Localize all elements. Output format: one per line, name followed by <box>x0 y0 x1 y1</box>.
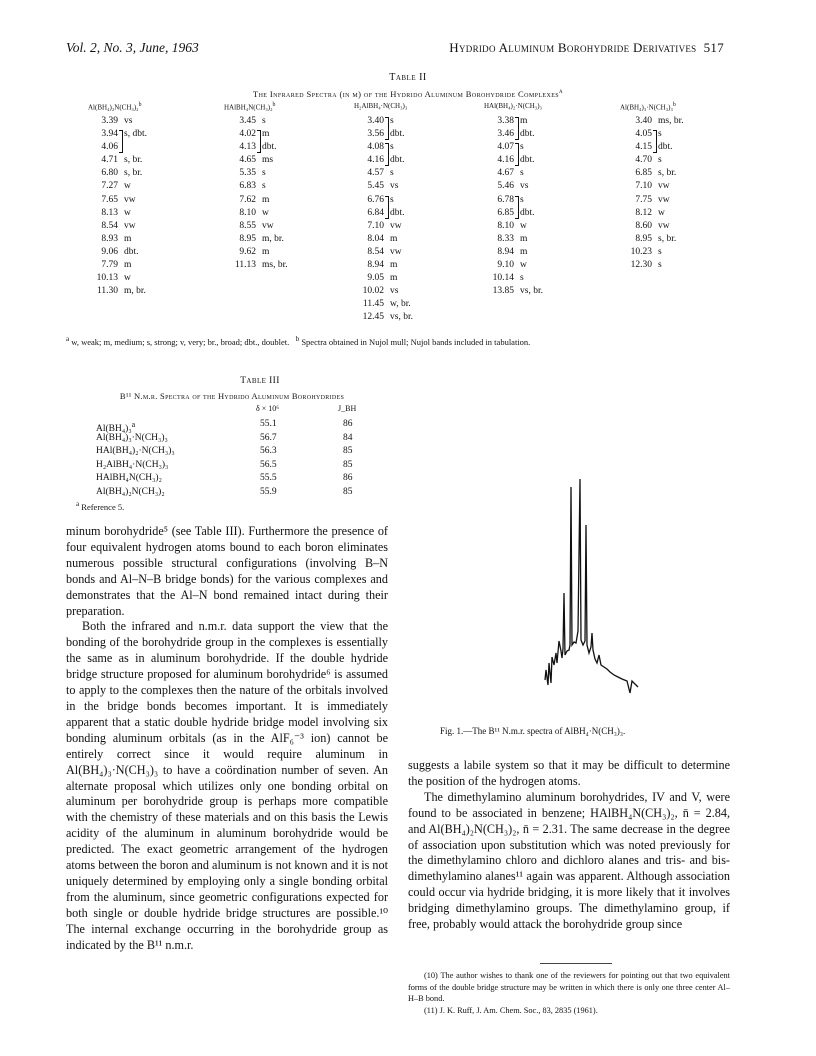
ir-band-intensity: vs <box>520 181 529 192</box>
table-2-row <box>484 128 543 141</box>
table-2-row <box>88 207 147 220</box>
nmr-compound: HAlBH₄N(CH₃)₂ <box>96 473 162 484</box>
table-2-row <box>484 285 543 298</box>
nmr-chemical-shift: 55.5 <box>260 473 277 484</box>
table-2-row <box>620 220 684 233</box>
table-2-row <box>224 128 288 141</box>
ir-band-wavelength: 4.70 <box>635 155 652 166</box>
ir-band-wavelength: 3.38 <box>497 116 514 126</box>
ir-band-wavelength: 6.85 <box>635 168 652 179</box>
table-2-row <box>484 115 543 128</box>
table-2-row <box>354 141 413 154</box>
ir-band-intensity: w, br. <box>390 299 411 310</box>
journal-volume-header: Vol. 2, No. 3, June, 1963 <box>66 40 199 55</box>
table-2-row <box>354 194 413 207</box>
table-2-row <box>224 115 288 128</box>
ir-band-wavelength: 4.05 <box>635 129 652 140</box>
ir-band-wavelength: 4.13 <box>239 142 256 153</box>
table-2-column <box>354 102 413 325</box>
table-2-row <box>88 128 147 141</box>
ir-band-intensity: vw <box>262 220 274 231</box>
ir-band-intensity: dbt. <box>390 207 405 218</box>
ir-band-intensity: s <box>520 273 524 284</box>
ir-band-wavelength: 9.06 <box>101 246 118 257</box>
ir-band-intensity: m <box>124 260 132 271</box>
page-number: 517 <box>703 40 724 55</box>
ir-band-wavelength: 12.30 <box>630 260 652 271</box>
ir-band-intensity: vw <box>658 220 670 231</box>
table-2-row <box>484 220 543 233</box>
doublet-bracket <box>119 130 123 153</box>
ir-band-intensity: m <box>124 233 132 244</box>
ir-band-wavelength: 3.56 <box>367 129 384 140</box>
table-2-label: Table II <box>389 72 427 83</box>
ir-band-wavelength: 4.16 <box>497 155 514 166</box>
table-2-row <box>354 115 413 128</box>
ir-band-intensity: m <box>390 273 398 284</box>
table-2-footnote-b: Spectra obtained in Nujol mull; Nujol bands included in tabulation. <box>301 336 531 347</box>
nmr-compound: Al(BH₄)₃$^a$ <box>96 420 136 435</box>
left-paragraph-1: minum borohydride⁵ (see Table III). Furthermore the presence of four equivalent hydrogen atoms bound to each boron eliminates numerous possible structural configurations (involving B–N bonds and Al–N–B bridge bonds) for the various complexes and demonstrates that the Al–N bond remained intact during their preparation. <box>66 524 388 618</box>
ir-band-wavelength: 4.65 <box>239 155 256 166</box>
right-paragraph-1: suggests a labile system so that it may be difficult to determine the position of the hydrogen atoms. <box>408 758 730 788</box>
table-2-row <box>620 194 684 207</box>
ir-band-intensity: s <box>658 129 662 140</box>
ir-band-wavelength: 6.76 <box>367 194 384 205</box>
table-2-row <box>354 167 413 180</box>
ir-band-intensity: dbt. <box>390 129 405 140</box>
table-2-row <box>484 259 543 272</box>
table-2-title <box>0 87 816 99</box>
ir-band-intensity: m <box>390 233 398 244</box>
ir-band-wavelength: 11.13 <box>234 260 256 271</box>
table-2-row <box>484 233 543 246</box>
table-2-column-header: H₂AlBH₄·N(CH₃)₃ <box>354 102 408 110</box>
table-2-row <box>88 285 147 298</box>
running-title-text: Hydrido Aluminum Borohydride Derivatives <box>449 40 697 55</box>
footnote-11: (11) J. K. Ruff, J. Am. Chem. Soc., 83, 2835 (1961). <box>424 1005 598 1015</box>
ir-band-intensity: vs <box>390 181 399 192</box>
figure-1-caption: Fig. 1.—The B¹¹ N.m.r. spectra of AlBH₄·N(CH₃)₃. <box>440 726 626 736</box>
ir-band-wavelength: 8.12 <box>635 207 652 218</box>
table-2-row <box>224 194 288 207</box>
ir-band-wavelength: 10.13 <box>96 273 118 284</box>
ir-band-intensity: m <box>520 246 528 257</box>
ir-band-wavelength: 4.16 <box>367 155 384 166</box>
doublet-bracket <box>515 196 519 219</box>
ir-band-intensity: vs <box>390 286 399 297</box>
table-2-row <box>620 259 684 272</box>
ir-band-intensity: dbt. <box>520 207 535 218</box>
right-column-text <box>408 758 730 933</box>
nmr-coupling-constant: 85 <box>343 459 353 470</box>
ir-band-wavelength: 11.45 <box>362 299 384 310</box>
ir-band-intensity: w <box>658 207 665 218</box>
ir-band-wavelength: 8.54 <box>101 220 118 231</box>
footnote-10: (10) The author wishes to thank one of the reviewers for pointing out that two equivalent forms of the double bridge structure may be written in which there is only one three center Al–H–B bond. <box>408 971 730 1003</box>
ir-band-wavelength: 10.02 <box>362 286 384 297</box>
ir-band-wavelength: 4.57 <box>367 168 384 179</box>
ir-band-intensity: s <box>390 194 394 205</box>
ir-band-intensity: dbt. <box>390 155 405 166</box>
ir-band-wavelength: 7.10 <box>635 181 652 192</box>
ir-band-intensity: w <box>124 273 131 284</box>
ir-band-wavelength: 9.62 <box>239 246 256 257</box>
ir-band-intensity: vw <box>124 194 136 205</box>
ir-band-wavelength: 8.54 <box>367 246 384 257</box>
table-2-footnote-a: w, weak; m, medium; s, strong; v, very; br., broad; dbt., doublet. <box>71 336 290 347</box>
nmr-compound: Al(BH₄)₂N(CH₃)₂ <box>96 487 165 497</box>
ir-band-intensity: s <box>520 168 524 179</box>
table-2-column <box>484 102 543 298</box>
table-2-row <box>224 220 288 233</box>
ir-band-intensity: s <box>520 194 524 205</box>
table-2-row <box>88 141 147 154</box>
table-2-row <box>484 180 543 193</box>
ir-band-wavelength: 4.15 <box>635 142 652 153</box>
table-2-title-sup: a <box>559 87 564 95</box>
table-3-title: B¹¹ N.m.r. Spectra of the Hydrido Aluminum Borohydrides <box>119 391 345 401</box>
ir-band-intensity: s <box>390 142 394 153</box>
table-2-row <box>354 233 413 246</box>
table-2-row <box>620 167 684 180</box>
ir-band-intensity: m <box>520 233 528 244</box>
table-2-row <box>88 115 147 128</box>
ir-band-intensity: s, br. <box>658 168 677 179</box>
running-title <box>449 40 724 56</box>
nmr-compound: H₂AlBH₄·N(CH₃)₃ <box>96 459 169 470</box>
ir-band-intensity: dbt. <box>520 129 535 140</box>
table-2-row <box>484 272 543 285</box>
doublet-bracket <box>515 117 519 140</box>
ir-band-wavelength: 9.10 <box>497 260 514 271</box>
ir-band-intensity: m, br. <box>262 233 284 244</box>
ir-band-intensity: s <box>262 168 266 179</box>
nmr-coupling-constant: 85 <box>343 487 353 497</box>
ir-band-wavelength: 5.46 <box>497 181 514 192</box>
table-2-column-header: Al(BH₄)₃·N(CH₃)₃$^b$ <box>620 102 676 112</box>
table-3-label: Table III <box>240 376 280 386</box>
nmr-coupling-constant: 84 <box>343 432 353 443</box>
ir-band-wavelength: 8.94 <box>367 260 384 271</box>
ir-band-wavelength: 3.45 <box>239 116 256 126</box>
table-2-row <box>484 207 543 220</box>
table-2-row <box>354 298 413 311</box>
nmr-coupling-constant: 86 <box>343 473 353 484</box>
ir-band-wavelength: 6.85 <box>497 207 514 218</box>
table-2-column-header: HAl(BH₄)₂·N(CH₃)₃ <box>484 102 542 110</box>
table-2-column-header: Al(BH₄)₂N(CH₃)₂$^b$ <box>88 102 142 112</box>
table-2-row <box>354 180 413 193</box>
right-paragraph-2: The dimethylamino aluminum borohydrides, IV and V, were found to be associated in benzene; HAlBH₄N(CH₃)₂, n̄ = 2.84, and Al(BH₄)₂N(CH₃)₂, n̄ = 2.31. The same decrease in the degree of association upon substitution which was noted previously for the dimethylamino chloro and dichloro alanes and tris- and bis-dimethylamino alanes¹¹ again was apparent. Although association could occur via hydride bridging, it is more likely that it involves bridging dimethylamino groups. The dimethylamino group, if free, probably would attack the borohydride group since <box>408 789 730 932</box>
ir-band-intensity: dbt. <box>520 155 535 166</box>
ir-band-wavelength: 8.60 <box>635 220 652 231</box>
table-2-row <box>620 154 684 167</box>
nmr-chemical-shift: 55.9 <box>260 487 277 497</box>
ir-band-intensity: m, br. <box>124 286 146 297</box>
table-2-row <box>354 259 413 272</box>
ir-band-wavelength: 12.45 <box>362 312 384 323</box>
table-2-row <box>224 246 288 259</box>
table-2-row <box>354 207 413 220</box>
ir-band-intensity: ms, br. <box>262 260 288 271</box>
table-2-row <box>484 167 543 180</box>
ir-band-intensity: s, br. <box>124 155 143 166</box>
table-2-row <box>88 272 147 285</box>
table-2-footnotes: $^a$ w, weak; m, medium; s, strong; v, very; br., broad; dbt., doublet. $^b$ Spectra obtained in Nujol mull; Nujol bands included in tabulation. <box>66 335 531 347</box>
table-2-row <box>224 207 288 220</box>
table-2-row <box>88 246 147 259</box>
doublet-bracket <box>257 130 261 153</box>
table-2-row <box>484 141 543 154</box>
left-paragraph-2: Both the infrared and n.m.r. data support the view that the bonding of the borohydride group in the complexes is essentially the same as in aluminum borohydride. If the double hydride bridge structure proposed for aluminum borohydride⁶ is assumed to apply to the complexes then the nature of the orbitals involved in the bridge bonds becomes important. It is immediately apparent that a static double hydride bridge model involving six bonding aluminum orbitals (as in the AlF₆⁻³ ion) cannot be entirely correct since it would require aluminum in Al(BH₄)₃·N(CH₃)₃ to have a coördination number of seven. An alternate proposal which utilizes only one bonding orbital on aluminum per borohydride group is perhaps more compatible with the chemistry of these materials and on this basis the Lewis acidity of the aluminum in aluminum borohydride would be predicted. The exact geometric arrangement of the hydrogen atoms between the boron and aluminum is not known and it is not uniquely determined by employing only a single bonding orbital from the aluminum, since geometric configurations expected for both single or double hydride bridge structures are possible.¹⁰ The internal exchange occurring in the borohydride group as indicated by the B¹¹ n.m.r. <box>66 619 388 952</box>
table-2-row <box>354 246 413 259</box>
table-2-row <box>224 154 288 167</box>
ir-band-wavelength: 8.33 <box>497 233 514 244</box>
doublet-bracket <box>515 143 519 166</box>
table-2-column-header: HAlBH₄N(CH₃)₂$^b$ <box>224 102 276 112</box>
ir-band-intensity: vw <box>658 194 670 205</box>
nmr-chemical-shift: 56.3 <box>260 446 277 457</box>
ir-band-intensity: vs, br. <box>390 312 413 323</box>
table-2-row <box>484 154 543 167</box>
table-2-row <box>88 233 147 246</box>
ir-band-wavelength: 7.10 <box>367 220 384 231</box>
ir-band-wavelength: 10.14 <box>492 273 514 284</box>
ir-band-intensity: m <box>520 116 528 126</box>
ir-band-wavelength: 8.95 <box>239 233 256 244</box>
ir-band-intensity: ms, br. <box>658 116 684 126</box>
ir-band-intensity: s, br. <box>658 233 677 244</box>
table-2-row <box>354 272 413 285</box>
ir-band-intensity: vw <box>390 220 402 231</box>
ir-band-intensity: m <box>262 129 270 140</box>
table-2-row <box>224 180 288 193</box>
ir-band-wavelength: 3.40 <box>635 116 652 126</box>
table-2-row <box>354 285 413 298</box>
ir-band-wavelength: 11.30 <box>96 286 118 297</box>
ir-band-wavelength: 8.94 <box>497 246 514 257</box>
left-column-text <box>66 524 388 953</box>
table-2-row <box>224 259 288 272</box>
doublet-bracket <box>385 196 389 219</box>
ir-band-intensity: m <box>390 260 398 271</box>
table-2-row <box>88 180 147 193</box>
ir-band-wavelength: 7.27 <box>101 181 118 192</box>
ir-band-wavelength: 8.10 <box>239 207 256 218</box>
ir-band-intensity: s <box>262 181 266 192</box>
ir-band-wavelength: 4.08 <box>367 142 384 153</box>
nmr-compound: Al(BH₄)₃·N(CH₃)₃ <box>96 432 168 443</box>
ir-band-wavelength: 4.06 <box>101 142 118 153</box>
ir-band-wavelength: 7.65 <box>101 194 118 205</box>
ir-band-wavelength: 6.80 <box>101 168 118 179</box>
ir-band-wavelength: 8.55 <box>239 220 256 231</box>
footnote-rule <box>540 963 612 964</box>
ir-band-wavelength: 8.10 <box>497 220 514 231</box>
nmr-spectrum-figure <box>530 395 650 705</box>
ir-band-intensity: s <box>658 260 662 271</box>
ir-band-intensity: vs, br. <box>520 286 543 297</box>
ir-band-wavelength: 4.07 <box>497 142 514 153</box>
ir-band-wavelength: 8.93 <box>101 233 118 244</box>
table-3-footnote: $^a$ Reference 5. <box>76 500 125 512</box>
ir-band-wavelength: 7.79 <box>101 260 118 271</box>
ir-band-wavelength: 4.71 <box>101 155 118 166</box>
ir-band-intensity: m <box>262 246 270 257</box>
table-2-row <box>620 115 684 128</box>
ir-band-wavelength: 3.40 <box>367 116 384 126</box>
ir-band-wavelength: 4.02 <box>239 129 256 140</box>
nmr-spectrum-trace <box>545 479 638 693</box>
ir-band-intensity: w <box>262 207 269 218</box>
table-2-row <box>620 128 684 141</box>
ir-band-intensity: s <box>658 155 662 166</box>
ir-band-intensity: vw <box>658 181 670 192</box>
doublet-bracket <box>385 143 389 166</box>
ir-band-intensity: dbt. <box>262 142 277 153</box>
ir-band-intensity: w <box>124 207 131 218</box>
table-2-row <box>224 167 288 180</box>
ir-band-wavelength: 9.05 <box>367 273 384 284</box>
ir-band-intensity: s, br. <box>124 168 143 179</box>
ir-band-wavelength: 3.94 <box>101 129 118 140</box>
ir-band-wavelength: 10.23 <box>630 246 652 257</box>
nmr-compound: HAl(BH₄)₂·N(CH₃)₃ <box>96 446 175 457</box>
table-2-row <box>354 154 413 167</box>
ir-band-wavelength: 7.75 <box>635 194 652 205</box>
table-2-row <box>354 220 413 233</box>
table-2-row <box>354 311 413 324</box>
ir-band-wavelength: 7.62 <box>239 194 256 205</box>
table-2-row <box>620 207 684 220</box>
ir-band-wavelength: 3.46 <box>497 129 514 140</box>
table-2-column <box>620 102 684 272</box>
ir-band-intensity: dbt. <box>124 246 139 257</box>
doublet-bracket <box>653 130 657 153</box>
table-3-footnote-text: Reference 5. <box>81 501 125 512</box>
ir-band-intensity: s <box>658 246 662 257</box>
table-2-row <box>88 154 147 167</box>
ir-band-wavelength: 3.39 <box>101 116 118 126</box>
ir-band-wavelength: 8.13 <box>101 207 118 218</box>
ir-band-wavelength: 6.84 <box>367 207 384 218</box>
table-2-row <box>88 194 147 207</box>
nmr-chemical-shift: 56.7 <box>260 432 277 443</box>
ir-band-wavelength: 4.67 <box>497 168 514 179</box>
doublet-bracket <box>385 117 389 140</box>
ir-band-intensity: w <box>124 181 131 192</box>
table-2-column <box>224 102 288 272</box>
table-3-col-delta: δ × 10⁶ <box>256 404 280 413</box>
ir-band-intensity: s <box>390 116 394 126</box>
table-2-row <box>484 194 543 207</box>
ir-band-intensity: s <box>520 142 524 153</box>
ir-band-wavelength: 13.85 <box>492 286 514 297</box>
ir-band-wavelength: 6.78 <box>497 194 514 205</box>
table-2-row <box>88 167 147 180</box>
nmr-coupling-constant: 85 <box>343 446 353 457</box>
ir-band-intensity: s <box>390 168 394 179</box>
ir-band-intensity: vw <box>390 246 402 257</box>
table-2-row <box>224 233 288 246</box>
ir-band-wavelength: 8.95 <box>635 233 652 244</box>
ir-band-intensity: dbt. <box>658 142 673 153</box>
table-3-col-j: J_BH <box>338 404 357 413</box>
ir-band-intensity: s, dbt. <box>124 129 147 140</box>
ir-band-intensity: m <box>262 194 270 205</box>
nmr-chemical-shift: 56.5 <box>260 459 277 470</box>
ir-band-wavelength: 8.04 <box>367 233 384 244</box>
nmr-coupling-constant: 86 <box>343 419 353 429</box>
table-2-row <box>88 220 147 233</box>
nmr-chemical-shift: 55.1 <box>260 419 277 429</box>
table-2-column <box>88 102 147 298</box>
ir-band-intensity: s <box>262 116 266 126</box>
footnotes <box>408 970 730 1016</box>
table-2-row <box>620 246 684 259</box>
ir-band-intensity: vw <box>124 220 136 231</box>
ir-band-wavelength: 5.45 <box>367 181 384 192</box>
table-2-row <box>224 141 288 154</box>
ir-band-intensity: ms <box>262 155 274 166</box>
ir-band-intensity: w <box>520 220 527 231</box>
table-2-row <box>620 180 684 193</box>
table-2-row <box>620 233 684 246</box>
ir-band-intensity: w <box>520 260 527 271</box>
ir-band-wavelength: 5.35 <box>239 168 256 179</box>
table-2-row <box>88 259 147 272</box>
table-2-row <box>484 246 543 259</box>
ir-band-intensity: vs <box>124 116 133 126</box>
table-2-title-text: The Infrared Spectra (in μ) of the Hydrido Aluminum Borohydride Complexes <box>252 88 559 99</box>
ir-band-wavelength: 6.83 <box>239 181 256 192</box>
table-2-row <box>620 141 684 154</box>
table-2-row <box>354 128 413 141</box>
